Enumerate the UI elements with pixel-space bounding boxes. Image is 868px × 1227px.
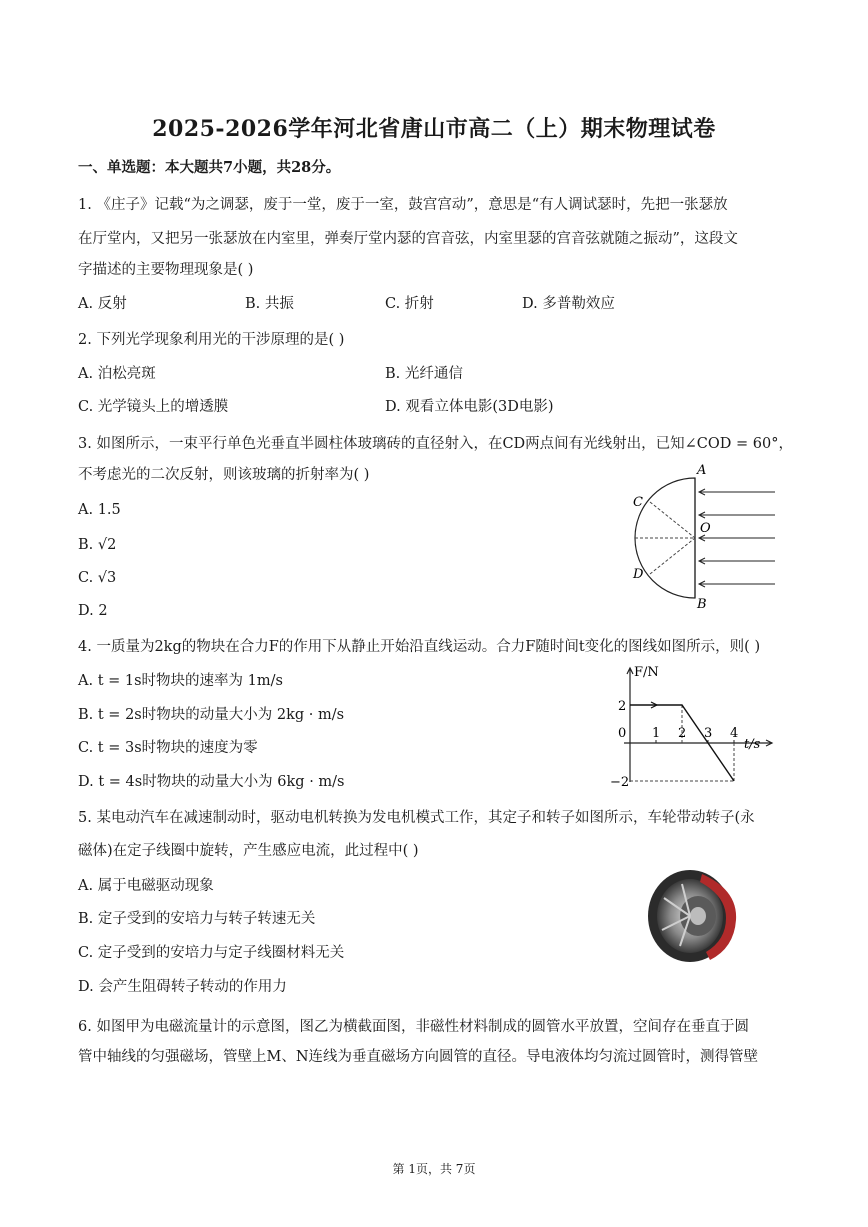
chart-axes bbox=[624, 668, 772, 782]
q1-line-2: 在厅堂内，又把另一张瑟放在内室里，弹奏厅堂内瑟的宫音弦，内室里瑟的宫音弦就随之振动”，这段文 bbox=[78, 231, 738, 247]
x-tick-label: 2 bbox=[678, 726, 687, 741]
q5-option-b[interactable]: B. 定子受到的安培力与转子转速无关 bbox=[78, 911, 316, 927]
q6-line-1: 6. 如图甲为电磁流量计的示意图，图乙为横截面图，非磁性材料制成的圆管水平放置，空间存在垂直于圆 bbox=[78, 1019, 749, 1035]
q5-line-2: 磁体)在定子线圈中旋转，产生感应电流，此过程中( ) bbox=[78, 843, 419, 859]
q2-option-c[interactable]: C. 光学镜头上的增透膜 bbox=[78, 399, 229, 415]
y-axis-label: F/N bbox=[634, 665, 659, 680]
q4-option-d[interactable]: D. t = 4s时物块的动量大小为 6kg · m/s bbox=[78, 774, 345, 790]
semicircle-glass-figure bbox=[615, 460, 785, 610]
x-tick-label: 4 bbox=[730, 726, 739, 741]
label-b: B bbox=[697, 597, 707, 612]
q3-option-c[interactable]: C. √3 bbox=[78, 570, 117, 586]
od-dashed-line bbox=[650, 538, 695, 574]
force-time-chart bbox=[610, 660, 782, 790]
q1-line-1: 1. 《庄子》记载“为之调瑟，废于一堂，废于一室，鼓宫宫动”，意思是“有人调试瑟时，先把一张瑟放 bbox=[78, 197, 728, 213]
q1-option-d[interactable]: D. 多普勒效应 bbox=[522, 296, 615, 312]
label-d: D bbox=[633, 567, 644, 582]
q1-option-b[interactable]: B. 共振 bbox=[245, 296, 294, 312]
q5-line-1: 5. 某电动汽车在减速制动时，驱动电机转换为发电机模式工作，其定子和转子如图所示，车轮带动转子(永 bbox=[78, 810, 755, 826]
q2-option-a[interactable]: A. 泊松亮斑 bbox=[78, 366, 156, 382]
q3-line-2: 不考虑光的二次反射，则该玻璃的折射率为( ) bbox=[78, 467, 370, 483]
incident-rays bbox=[699, 489, 775, 587]
q3-option-d[interactable]: D. 2 bbox=[78, 603, 108, 619]
x-tick-label: 0 bbox=[618, 726, 627, 741]
q5-option-d[interactable]: D. 会产生阻碍转子转动的作用力 bbox=[78, 979, 287, 995]
label-c: C bbox=[633, 495, 643, 510]
q2-option-d[interactable]: D. 观看立体电影(3D电影) bbox=[385, 399, 554, 415]
q3-option-a[interactable]: A. 1.5 bbox=[78, 502, 121, 518]
page-footer: 第 1页，共 7页 bbox=[392, 1162, 476, 1176]
q1-option-c[interactable]: C. 折射 bbox=[385, 296, 434, 312]
motor-image bbox=[640, 860, 750, 970]
q4-option-a[interactable]: A. t = 1s时物块的速率为 1m/s bbox=[78, 673, 283, 689]
x-axis-label: t/s bbox=[744, 737, 761, 752]
q3-option-b[interactable]: B. √2 bbox=[78, 537, 117, 553]
q1-line-3: 字描述的主要物理现象是( ) bbox=[78, 262, 254, 278]
label-a: A bbox=[697, 463, 707, 478]
q4-line-1: 4. 一质量为2kg的物块在合力F的作用下从静止开始沿直线运动。合力F随时间t变化的图线如图所示，则( ) bbox=[78, 639, 761, 655]
x-tick-label: 3 bbox=[704, 726, 713, 741]
q2-line-1: 2. 下列光学现象利用光的干涉原理的是( ) bbox=[78, 332, 345, 348]
chart-labels bbox=[610, 665, 761, 790]
q6-line-2: 管中轴线的匀强磁场，管壁上M、N连线为垂直磁场方向圆管的直径。导电液体均匀流过圆管时，测得管壁 bbox=[78, 1049, 759, 1065]
x-tick-label: 1 bbox=[652, 726, 661, 741]
y-tick-label: 2 bbox=[618, 699, 627, 714]
label-o: O bbox=[700, 521, 711, 536]
q5-option-a[interactable]: A. 属于电磁驱动现象 bbox=[78, 878, 214, 894]
q3-line-1: 3. 如图所示，一束平行单色光垂直半圆柱体玻璃砖的直径射入，在CD两点间有光线射出，已知∠COD = 60°， bbox=[78, 436, 793, 452]
section-heading: 一、单选题：本大题共7小题，共28分。 bbox=[78, 159, 341, 176]
q5-option-c[interactable]: C. 定子受到的安培力与定子线圈材料无关 bbox=[78, 945, 345, 961]
q4-option-b[interactable]: B. t = 2s时物块的动量大小为 2kg · m/s bbox=[78, 707, 345, 723]
hub-shape bbox=[690, 907, 706, 925]
q2-option-b[interactable]: B. 光纤通信 bbox=[385, 366, 463, 382]
oc-dashed-line bbox=[650, 502, 695, 538]
y-tick-label: −2 bbox=[610, 775, 630, 790]
page-title: 2025-2026学年河北省唐山市高二（上）期末物理试卷 bbox=[152, 116, 716, 142]
q1-option-a[interactable]: A. 反射 bbox=[78, 296, 127, 312]
q4-option-c[interactable]: C. t = 3s时物块的速度为零 bbox=[78, 740, 258, 756]
